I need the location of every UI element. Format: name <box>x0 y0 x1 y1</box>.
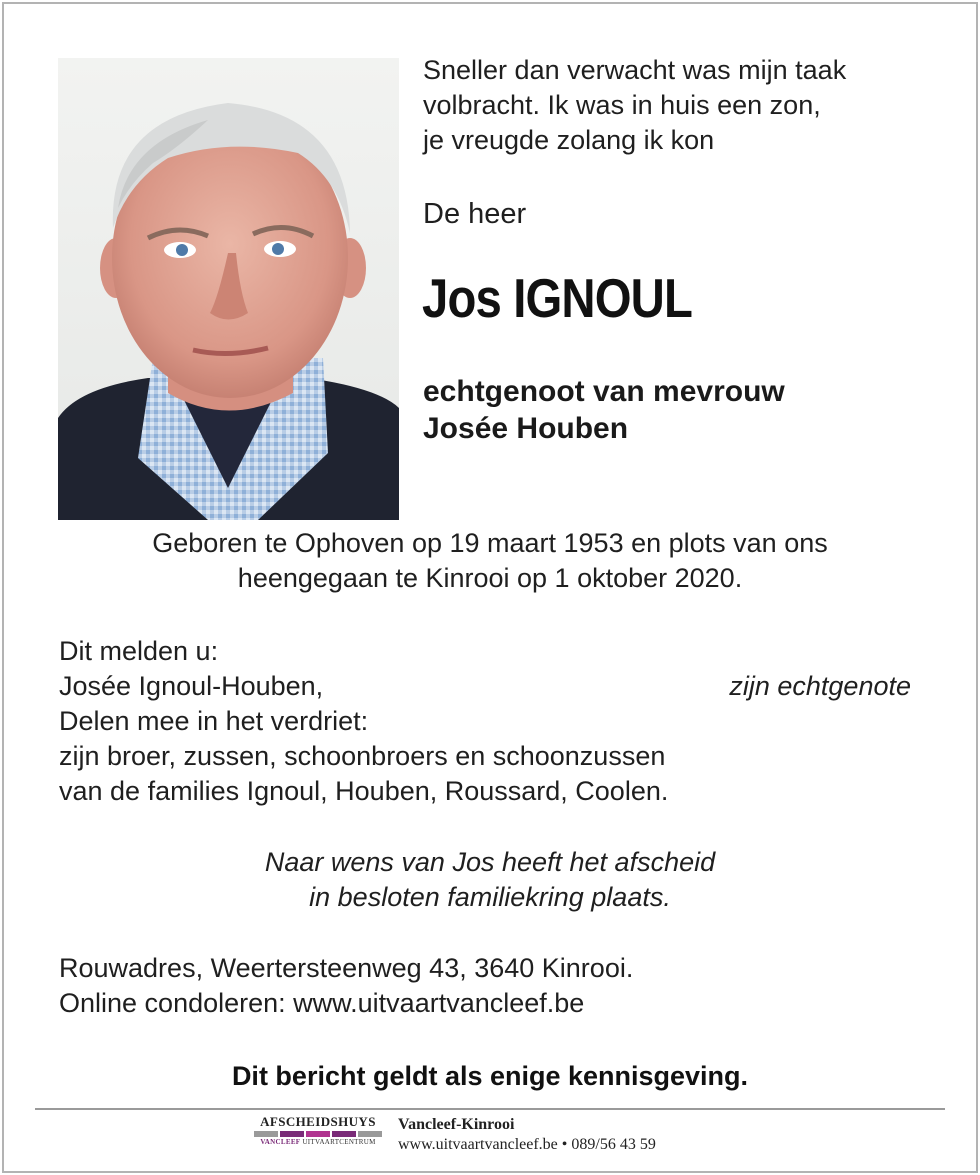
spouse-line-1: echtgenoot van mevrouw <box>423 375 785 408</box>
widow-role: zijn echtgenote <box>729 671 911 701</box>
announcement-block <box>59 634 911 809</box>
mourning-address: Rouwadres, Weertersteenweg 43, 3640 Kinrooi. <box>59 953 634 983</box>
online-condolence-link[interactable]: Online condoleren: www.uitvaartvancleef.be <box>59 988 585 1018</box>
honorific: De heer <box>423 198 527 230</box>
firm-info <box>398 1115 656 1155</box>
birth-death-line-1: Geboren te Ophoven op 19 maart 1953 en plots van ons <box>152 528 828 558</box>
verse-line: volbracht. Ik was in huis een zon, <box>423 90 821 120</box>
footer-divider <box>35 1108 945 1110</box>
spouse-line-2: Josée Houben <box>423 412 629 445</box>
verse-line: je vreugde zolang ik kon <box>423 125 715 155</box>
relatives-line-1: zijn broer, zussen, schoonbroers en schoonzussen <box>59 741 666 771</box>
portrait-illustration <box>58 58 399 520</box>
logo-subtitle <box>254 1137 382 1147</box>
notice-line: Dit bericht geldt als enige kennisgeving. <box>231 1061 749 1091</box>
birth-death-block <box>0 526 980 596</box>
logo-sub-left: VANCLEEF <box>260 1138 301 1146</box>
widow-name: Josée Ignoul-Houben, <box>59 671 324 701</box>
wish-line-2: in besloten familiekring plaats. <box>309 882 671 912</box>
logo-sub-right: UITVAARTCENTRUM <box>302 1138 376 1146</box>
wish-block <box>0 845 980 915</box>
portrait-photo <box>58 58 399 520</box>
wish-line-1: Naar wens van Jos heeft het afscheid <box>264 847 716 877</box>
verse-line: Sneller dan verwacht was mijn taak <box>423 55 847 85</box>
funeral-home-logo <box>254 1114 382 1154</box>
relatives-line-2: van de families Ignoul, Houben, Roussard, Coolen. <box>59 776 669 806</box>
spouse-block <box>423 373 785 447</box>
share-grief-line: Delen mee in het verdriet: <box>59 706 369 736</box>
firm-name: Vancleef-Kinrooi <box>398 1116 515 1133</box>
widow-row <box>59 669 911 704</box>
verse-poem <box>423 53 846 158</box>
address-block <box>59 951 633 1021</box>
birth-death-line-2: heengegaan te Kinrooi op 1 oktober 2020. <box>237 563 743 593</box>
firm-contact[interactable]: www.uitvaartvancleef.be • 089/56 43 59 <box>398 1136 656 1153</box>
announcement-intro: Dit melden u: <box>59 636 219 666</box>
deceased-name: Jos IGNOUL <box>422 267 692 329</box>
logo-title: AFSCHEIDSHUYS <box>260 1114 376 1129</box>
